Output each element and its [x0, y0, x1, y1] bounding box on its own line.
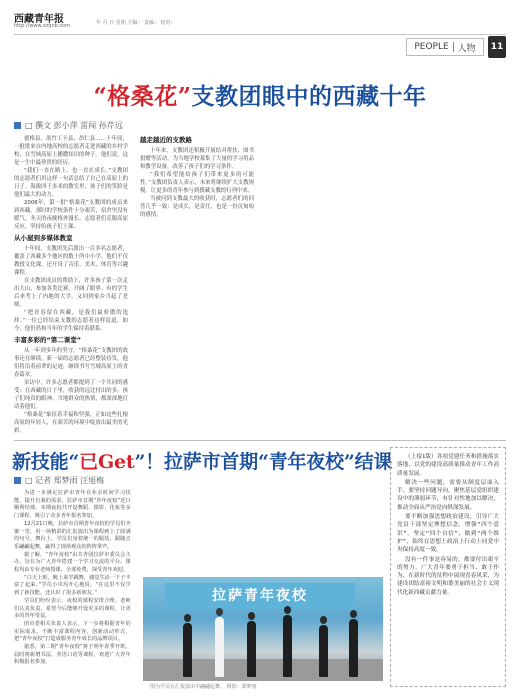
- paragraph: 在支教团成员的帮助下，许多孩子第一次走出大山，参加各类比赛，开阔了眼界。有的学生后来考上了内地的大学，又回到家乡当起了老师。: [14, 278, 128, 308]
- sidebar-paragraph: 没有一件事是容易的，都要付出艰辛的努力。广大青年要勇于担当、敢于作为，在新时代的征程中展现青春风采，为建设团结富裕文明和谐美丽的社会主义现代化新西藏贡献力量。: [397, 556, 499, 596]
- article1-byline: [14, 120, 506, 131]
- section-divider: [14, 440, 506, 441]
- square-bullet-icon: [14, 477, 21, 484]
- section-label-en: PEOPLE: [414, 42, 449, 52]
- paragraph: 为进一步满足拉萨市青年在业余时间学习技能、提升自我的需求，拉萨市首期“青年夜校”近日顺利结课。本期夜校共开设舞蹈、摄影、化妆等多门课程，吸引了众多青年报名参加。: [14, 490, 131, 520]
- paragraph: 十年来，支教团还积极开展结对帮扶、图书捐赠等活动，为当地学校募集了大量的学习用品和教学设备，改善了孩子们的学习条件。: [140, 148, 254, 170]
- section-separator: [453, 42, 454, 52]
- dancer-figure: [349, 619, 358, 677]
- paragraph: 十年间，支教团先后派出一百多名志愿者，覆盖了西藏多个地区的数十所中小学。他们不仅教授文化课，还开设了音乐、美术、体育等兴趣课程。: [14, 246, 128, 276]
- page-number: 11: [488, 36, 506, 58]
- square-bullet-icon: [14, 122, 21, 129]
- paragraph: 当被问到支教最大的收获时，志愿者们的回答几乎一致：是成长，是责任，也是一份沉甸甸的感情。: [140, 196, 254, 218]
- section-label: [406, 38, 484, 56]
- sidebar-paragraph: 要不断加强思想政治建设，引导广大党员干部坚定理想信念，增强“四个意识”，坚定“四个自信”，做到“两个维护”，始终在思想上政治上行动上同党中央保持高度一致。: [397, 514, 499, 554]
- article2-byline: [14, 475, 384, 486]
- headline2-keyword: 已Get: [79, 451, 135, 473]
- headline-quote-close: ”: [177, 83, 192, 110]
- paragraph: 学员们纷纷表示，夜校的课程安排合理，老师们认真负责，希望今后能够开设更多的课程，让更多的青年受益。: [14, 597, 131, 620]
- headline-quote-open: “: [93, 83, 108, 110]
- photo-banner: 拉萨青年夜校: [165, 583, 355, 609]
- dancer-figure: [247, 621, 256, 677]
- paragraph: “我们一直在路上，也一直在成长。”支教团的志愿者们用这样一句话总结了自己在高原上的日子。海拔四千多米的教室里，孩子们的笑脸是他们最大的动力。: [14, 168, 128, 198]
- dance-class-photo: [143, 577, 383, 681]
- paper-url[interactable]: http://www.xzqnb.com: [14, 23, 71, 29]
- paragraph: 团市委相关负责人表示，下一步将根据青年的实际需求，不断丰富课程内容，创新活动形式，把“青年夜校”打造成服务青年成长的品牌项目。: [14, 620, 131, 643]
- sidebar-paragraph: （上接1版）各项党建任务和措施落实落地，以党的建设高质量推动青年工作高质量发展。: [397, 454, 499, 477]
- issue-meta: 年 月 日 星期 主编： 责编： 校对：: [96, 20, 176, 26]
- headline-rest: 支教团眼中的西藏十年: [191, 83, 427, 110]
- paragraph: 2006年，第一批“格桑花”支教团的成员来到西藏。那时的学校条件十分艰苦，宿舍里没有暖气，冬天的夜晚格外漫长。志愿者们克服高原反应，坚持给孩子们上课。: [14, 200, 128, 230]
- headline2-prefix: 新技能“: [12, 451, 80, 473]
- article1: [14, 120, 506, 438]
- dancer-figure: [215, 617, 224, 677]
- paragraph: “格桑花”象征着幸福和坚强，正如这些扎根高原的年轻人，在艰苦的环境中绽放出最美的光彩。: [14, 412, 128, 434]
- paragraph: “我们希望能给孩子们带来更多的可能性。”支教团负责人表示，未来将继续扩大支教规模，让更多的青年参与到援藏支教的行列中来。: [140, 172, 254, 194]
- photo-caption: 图为学员在汇报演出中翩翩起舞。 摄影：郑梦雨: [150, 684, 257, 690]
- article2-byline-text: □ 记者 郑梦雨 汪旭梅: [25, 476, 105, 485]
- dancer-figure: [283, 615, 292, 677]
- paragraph: 据了解，“青年夜校”由共青团拉萨市委员会主办，旨在为广大青年搭建一个学习交流的平台。课程均由专业老师授课，全部免费，深受青年欢迎。: [14, 551, 131, 574]
- masthead: [14, 8, 506, 36]
- headline2-rest: ”！拉萨市首期“青年夜校”结课: [134, 451, 393, 473]
- article1-body: [14, 135, 506, 435]
- headline-keyword: 格桑花: [107, 83, 178, 110]
- paragraph: 德格县、墨竹工卡县、昂仁县……十年间，一批批来自内地高校的志愿者走进西藏的乡村学校，在雪域高原上播撒知识的种子。他们说，这是一生中最珍贵的经历。: [14, 136, 128, 166]
- paragraph: “把青春留在西藏，是我们最骄傲的选择。”一位已经结束支教的志愿者这样说道。如今，他仍然和当年的学生保持着联系。: [14, 310, 128, 332]
- masthead-divider: [14, 34, 506, 35]
- section-label-cn: 人物: [457, 43, 476, 54]
- dancer-figure: [183, 623, 192, 677]
- paragraph: 从一年到多年的坚守，“格桑花”支教团的故事还在继续。新一届的志愿者已经整装待发，他们将沿着前辈的足迹，继续书写雪域高原上的青春篇章。: [14, 348, 128, 378]
- paragraph: 12月21日晚，拉萨市首期青年夜校的学员们齐聚一堂，用一场精彩的汇报演出为课程画上了圆满的句号。舞台上，学员们身着统一的服装，跟随音乐翩翩起舞，赢得了现场观众的阵阵掌声。: [14, 520, 131, 550]
- continued-sidebar: [390, 447, 506, 687]
- photo-floor: [143, 659, 383, 681]
- subheading: 越走越近的支教路: [140, 136, 192, 144]
- article2-headline: [12, 447, 393, 474]
- paragraph: 采访中，许多志愿者都提到了一个共同的感受：在西藏的日子里，收获的远比付出的多。孩子们纯真的眼神、当地群众的热情，都深深地打动着他们。: [14, 380, 128, 410]
- subheading: 从小屋到多媒体教室: [14, 234, 73, 242]
- paragraph: 据悉，第二期“青年夜校”将于明年春季开班，届时将新增书法、英语口语等课程，欢迎广大青年积极报名参加。: [14, 644, 131, 666]
- article1-byline-text: □ 撰文 彭小萍 雷闯 孙芹远: [25, 121, 123, 130]
- subheading: 丰富多彩的“第二课堂”: [14, 336, 82, 344]
- paper-name: 西藏青年报: [14, 14, 64, 25]
- article1-headline: [0, 78, 520, 111]
- paragraph: “白天上班，晚上来学跳舞，感觉生活一下子丰富了起来。”学员小卓玛开心地说，“在这里不仅学到了新技能，还认识了很多新朋友。”: [14, 574, 131, 597]
- sidebar-paragraph: 解决一些问题，需要从制度层面入手。要坚持问题导向，聚焦基层党组织建设中的薄弱环节，有针对性地加以解决，推动全面从严治党向纵深发展。: [397, 479, 499, 511]
- dancer-figure: [319, 625, 328, 677]
